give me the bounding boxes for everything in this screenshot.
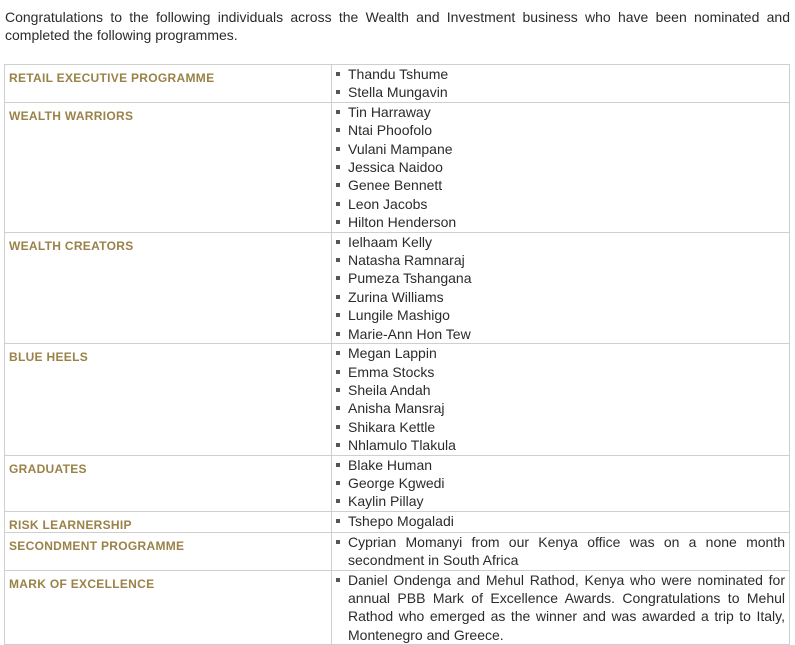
list-item: Anisha Mansraj xyxy=(332,399,785,417)
programme-name: RETAIL EXECUTIVE PROGRAMME xyxy=(5,65,332,103)
programme-name: BLUE HEELS xyxy=(5,344,332,455)
list-item: Leon Jacobs xyxy=(332,195,785,213)
member-list xyxy=(332,456,785,511)
programme-name: WEALTH WARRIORS xyxy=(5,102,332,232)
member-list xyxy=(332,233,785,343)
programme-name: MARK OF EXCELLENCE xyxy=(5,570,332,645)
list-item: Kaylin Pillay xyxy=(332,492,785,510)
member-list-cell xyxy=(332,455,790,511)
member-list-cell xyxy=(332,102,790,232)
table-row xyxy=(5,65,790,103)
list-item: Natasha Ramnaraj xyxy=(332,251,785,269)
list-item: Jessica Naidoo xyxy=(332,158,785,176)
table-row xyxy=(5,570,790,645)
programme-name: RISK LEARNERSHIP xyxy=(5,511,332,532)
table-row xyxy=(5,102,790,232)
list-item: Cyprian Momanyi from our Kenya office was on a none month secondment in South Africa xyxy=(332,533,785,570)
list-item: Blake Human xyxy=(332,456,785,474)
list-item: Marie-Ann Hon Tew xyxy=(332,325,785,343)
member-list xyxy=(332,103,785,232)
list-item: Sheila Andah xyxy=(332,381,785,399)
list-item: Tin Harraway xyxy=(332,103,785,121)
member-list xyxy=(332,533,785,570)
list-item: Thandu Tshume xyxy=(332,65,785,83)
member-list xyxy=(332,512,785,530)
list-item: Hilton Henderson xyxy=(332,213,785,231)
list-item: Tshepo Mogaladi xyxy=(332,512,785,530)
list-item: Megan Lappin xyxy=(332,344,785,362)
programme-name: GRADUATES xyxy=(5,455,332,511)
list-item: George Kgwedi xyxy=(332,474,785,492)
programme-name: WEALTH CREATORS xyxy=(5,232,332,343)
list-item: Genee Bennett xyxy=(332,176,785,194)
member-list xyxy=(332,344,785,454)
member-list-cell xyxy=(332,65,790,103)
list-item: Daniel Ondenga and Mehul Rathod, Kenya who were nominated for annual PBB Mark of Excellence Awards. Congratulations to Mehul Rathod who emerged as the winner and was awarded a trip to Italy, Montenegro and Greece. xyxy=(332,571,785,645)
member-list-cell xyxy=(332,232,790,343)
intro-paragraph: Congratulations to the following individuals across the Wealth and Investment business who have been nominated and completed the following programmes. xyxy=(5,9,790,43)
list-item: Ntai Phoofolo xyxy=(332,121,785,139)
member-list-cell xyxy=(332,570,790,645)
list-item: Shikara Kettle xyxy=(332,418,785,436)
programme-name: SECONDMENT PROGRAMME xyxy=(5,532,332,570)
table-row xyxy=(5,532,790,570)
list-item: Pumeza Tshangana xyxy=(332,269,785,287)
table-row xyxy=(5,511,790,532)
list-item: Emma Stocks xyxy=(332,363,785,381)
member-list xyxy=(332,571,785,645)
table-row xyxy=(5,232,790,343)
member-list-cell xyxy=(332,344,790,455)
member-list-cell xyxy=(332,532,790,570)
list-item: Ielhaam Kelly xyxy=(332,233,785,251)
table-row xyxy=(5,344,790,455)
programmes-table xyxy=(4,64,790,645)
table-row xyxy=(5,455,790,511)
member-list xyxy=(332,65,785,102)
list-item: Vulani Mampane xyxy=(332,140,785,158)
list-item: Nhlamulo Tlakula xyxy=(332,436,785,454)
member-list-cell xyxy=(332,511,790,532)
list-item: Lungile Mashigo xyxy=(332,306,785,324)
list-item: Stella Mungavin xyxy=(332,83,785,101)
list-item: Zurina Williams xyxy=(332,288,785,306)
